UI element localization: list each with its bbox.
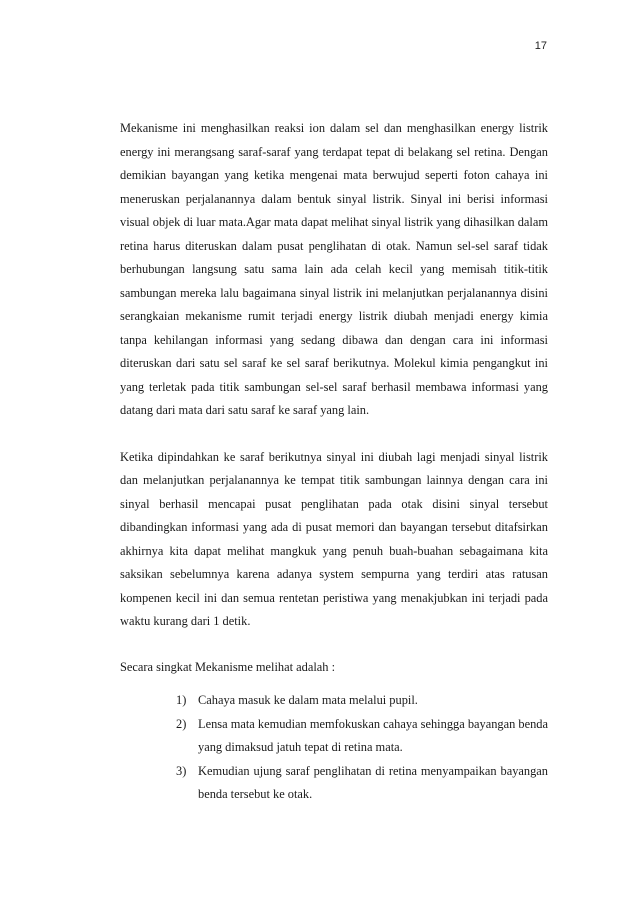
list-item bbox=[120, 713, 548, 760]
list-item bbox=[120, 689, 548, 713]
summary-list bbox=[120, 689, 548, 807]
page-number: 17 bbox=[534, 40, 547, 52]
list-item-text: Cahaya masuk ke dalam mata melalui pupil. bbox=[198, 693, 418, 707]
list-item-number: 3) bbox=[176, 763, 187, 778]
paragraph-sinyal: Ketika dipindahkan ke saraf berikutnya sinyal ini diubah lagi menjadi sinyal listrik dan melanjutkan perjalanannya ke tempat titik sambungan lainnya dengan cara ini sinyal berhasil mencapai pusat penglihatan pada otak disini sinyal tersebut dibandingkan informasi yang ada di pusat memori dan bayangan tersebut ditafsirkan akhirnya kita dapat melihat mangkuk yang penuh buah-buahan sebagaimana kita saksikan sebelumnya karena adanya system sempurna yang terdiri atas ratusan kompenen kecil ini dan semua rentetan peristiwa yang menakjubkan ini terjadi pada waktu kurang dari 1 detik. bbox=[120, 449, 548, 628]
summary-intro: Secara singkat Mekanisme melihat adalah : bbox=[120, 659, 336, 674]
list-item-number: 2) bbox=[176, 716, 187, 731]
paragraph-mekanisme: Mekanisme ini menghasilkan reaksi ion dalam sel dan menghasilkan energy listrik energy ini merangsang saraf-saraf yang terdapat tepat di belakang sel retina. Dengan demikian bayangan yang ketika mengenai mata berwujud seperti foton cahaya ini meneruskan perjalanannya dalam bentuk sinyal listrik. Sinyal ini berisi informasi visual objek di luar mata.Agar mata dapat melihat sinyal listrik yang dihasilkan dalam retina harus diteruskan dalam pusat penglihatan di otak. Namun sel-sel saraf tidak berhubungan langsung satu sama lain ada celah kecil yang memisah titik-titik sambungan mereka lalu bagaimana sinyal listrik ini melanjutkan perjalanannya disini serangkaian mekanisme rumit terjadi energy listrik diubah menjadi energy kimia tanpa kehilangan informasi yang sedang dibawa dan dengan cara ini informasi diteruskan dari satu sel saraf ke sel saraf berikutnya. Molekul kimia pengangkut ini yang terletak pada titik sambungan sel-sel saraf berhasil membawa informasi yang datang dari mata dari satu saraf ke saraf yang lain. bbox=[120, 121, 548, 417]
page-content bbox=[120, 117, 548, 807]
list-item bbox=[120, 760, 548, 807]
list-item-text: Kemudian ujung saraf penglihatan di retina menyampaikan bayangan benda tersebut ke otak. bbox=[198, 763, 548, 801]
list-item-number: 1) bbox=[176, 693, 187, 707]
list-item-text: Lensa mata kemudian memfokuskan cahaya sehingga bayangan benda yang dimaksud jatuh tepat di retina mata. bbox=[198, 716, 548, 754]
